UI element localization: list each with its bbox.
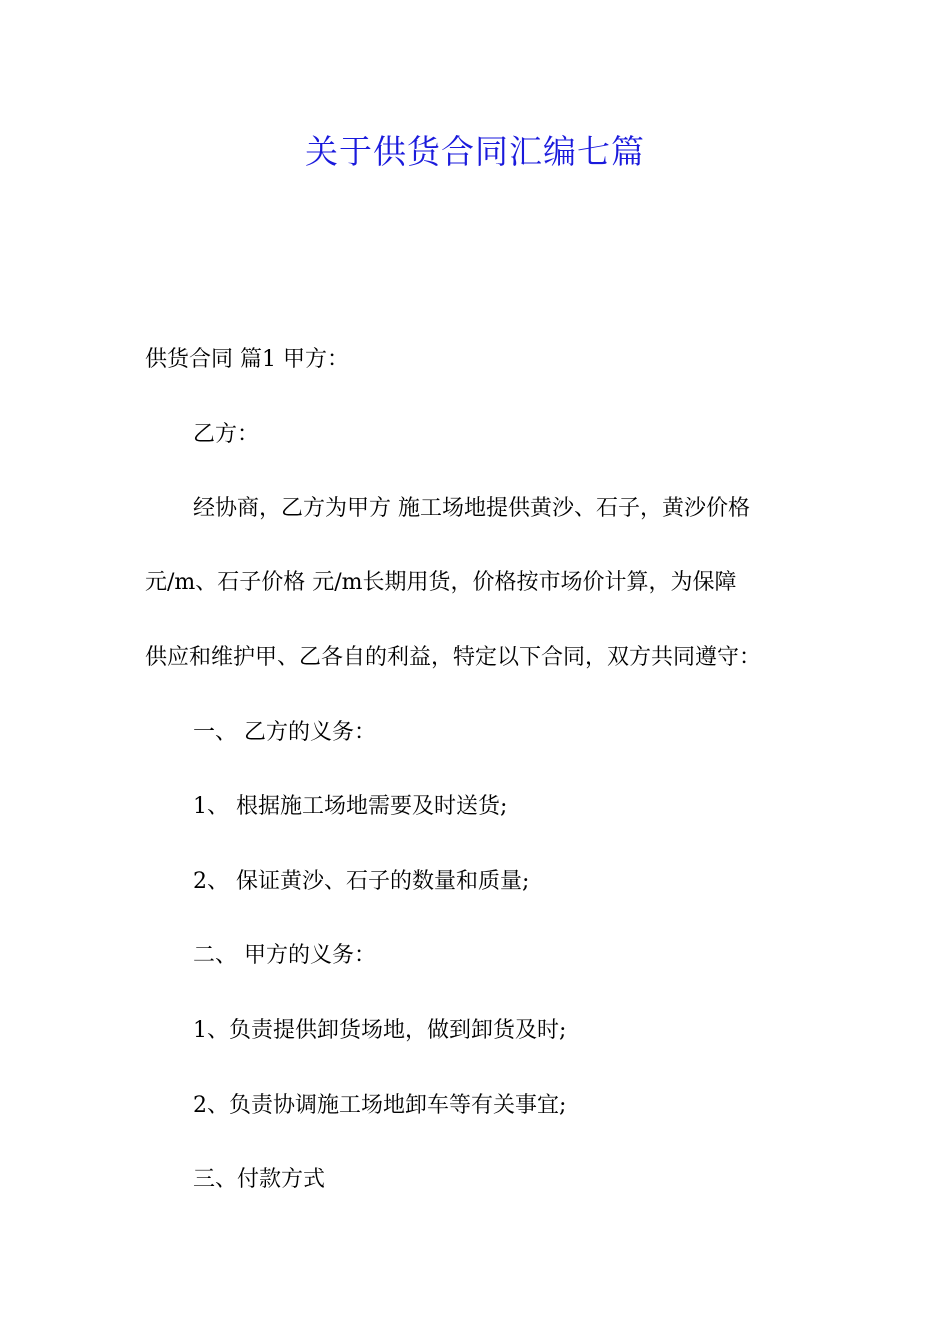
- document-title: 关于供货合同汇编七篇: [305, 132, 645, 171]
- section-heading-3: 三、付款方式: [193, 1167, 326, 1192]
- paragraph-line-3: 供应和维护甲、乙各自的利益，特定以下合同，双方共同遵守：: [145, 645, 762, 670]
- section-heading-1: 一、 乙方的义务：: [193, 720, 376, 745]
- list-item-1-2: 2、 保证黄沙、石子的数量和质量;: [193, 869, 530, 894]
- party-b-line: 乙方：: [193, 422, 260, 447]
- list-item-2-1: 1、负责提供卸货场地，做到卸货及时;: [193, 1018, 567, 1043]
- paragraph-line-2: 元/m、石子价格 元/m长期用货，价格按市场价计算，为保障: [145, 570, 737, 595]
- section-heading-2: 二、 甲方的义务：: [193, 943, 376, 968]
- list-item-1-1: 1、 根据施工场地需要及时送货;: [193, 794, 508, 819]
- heading-line-contract-1: 供货合同 篇1 甲方：: [145, 347, 349, 372]
- list-item-2-2: 2、负责协调施工场地卸车等有关事宜;: [193, 1093, 567, 1118]
- paragraph-line-1: 经协商，乙方为甲方 施工场地提供黄沙、石子，黄沙价格: [193, 496, 750, 521]
